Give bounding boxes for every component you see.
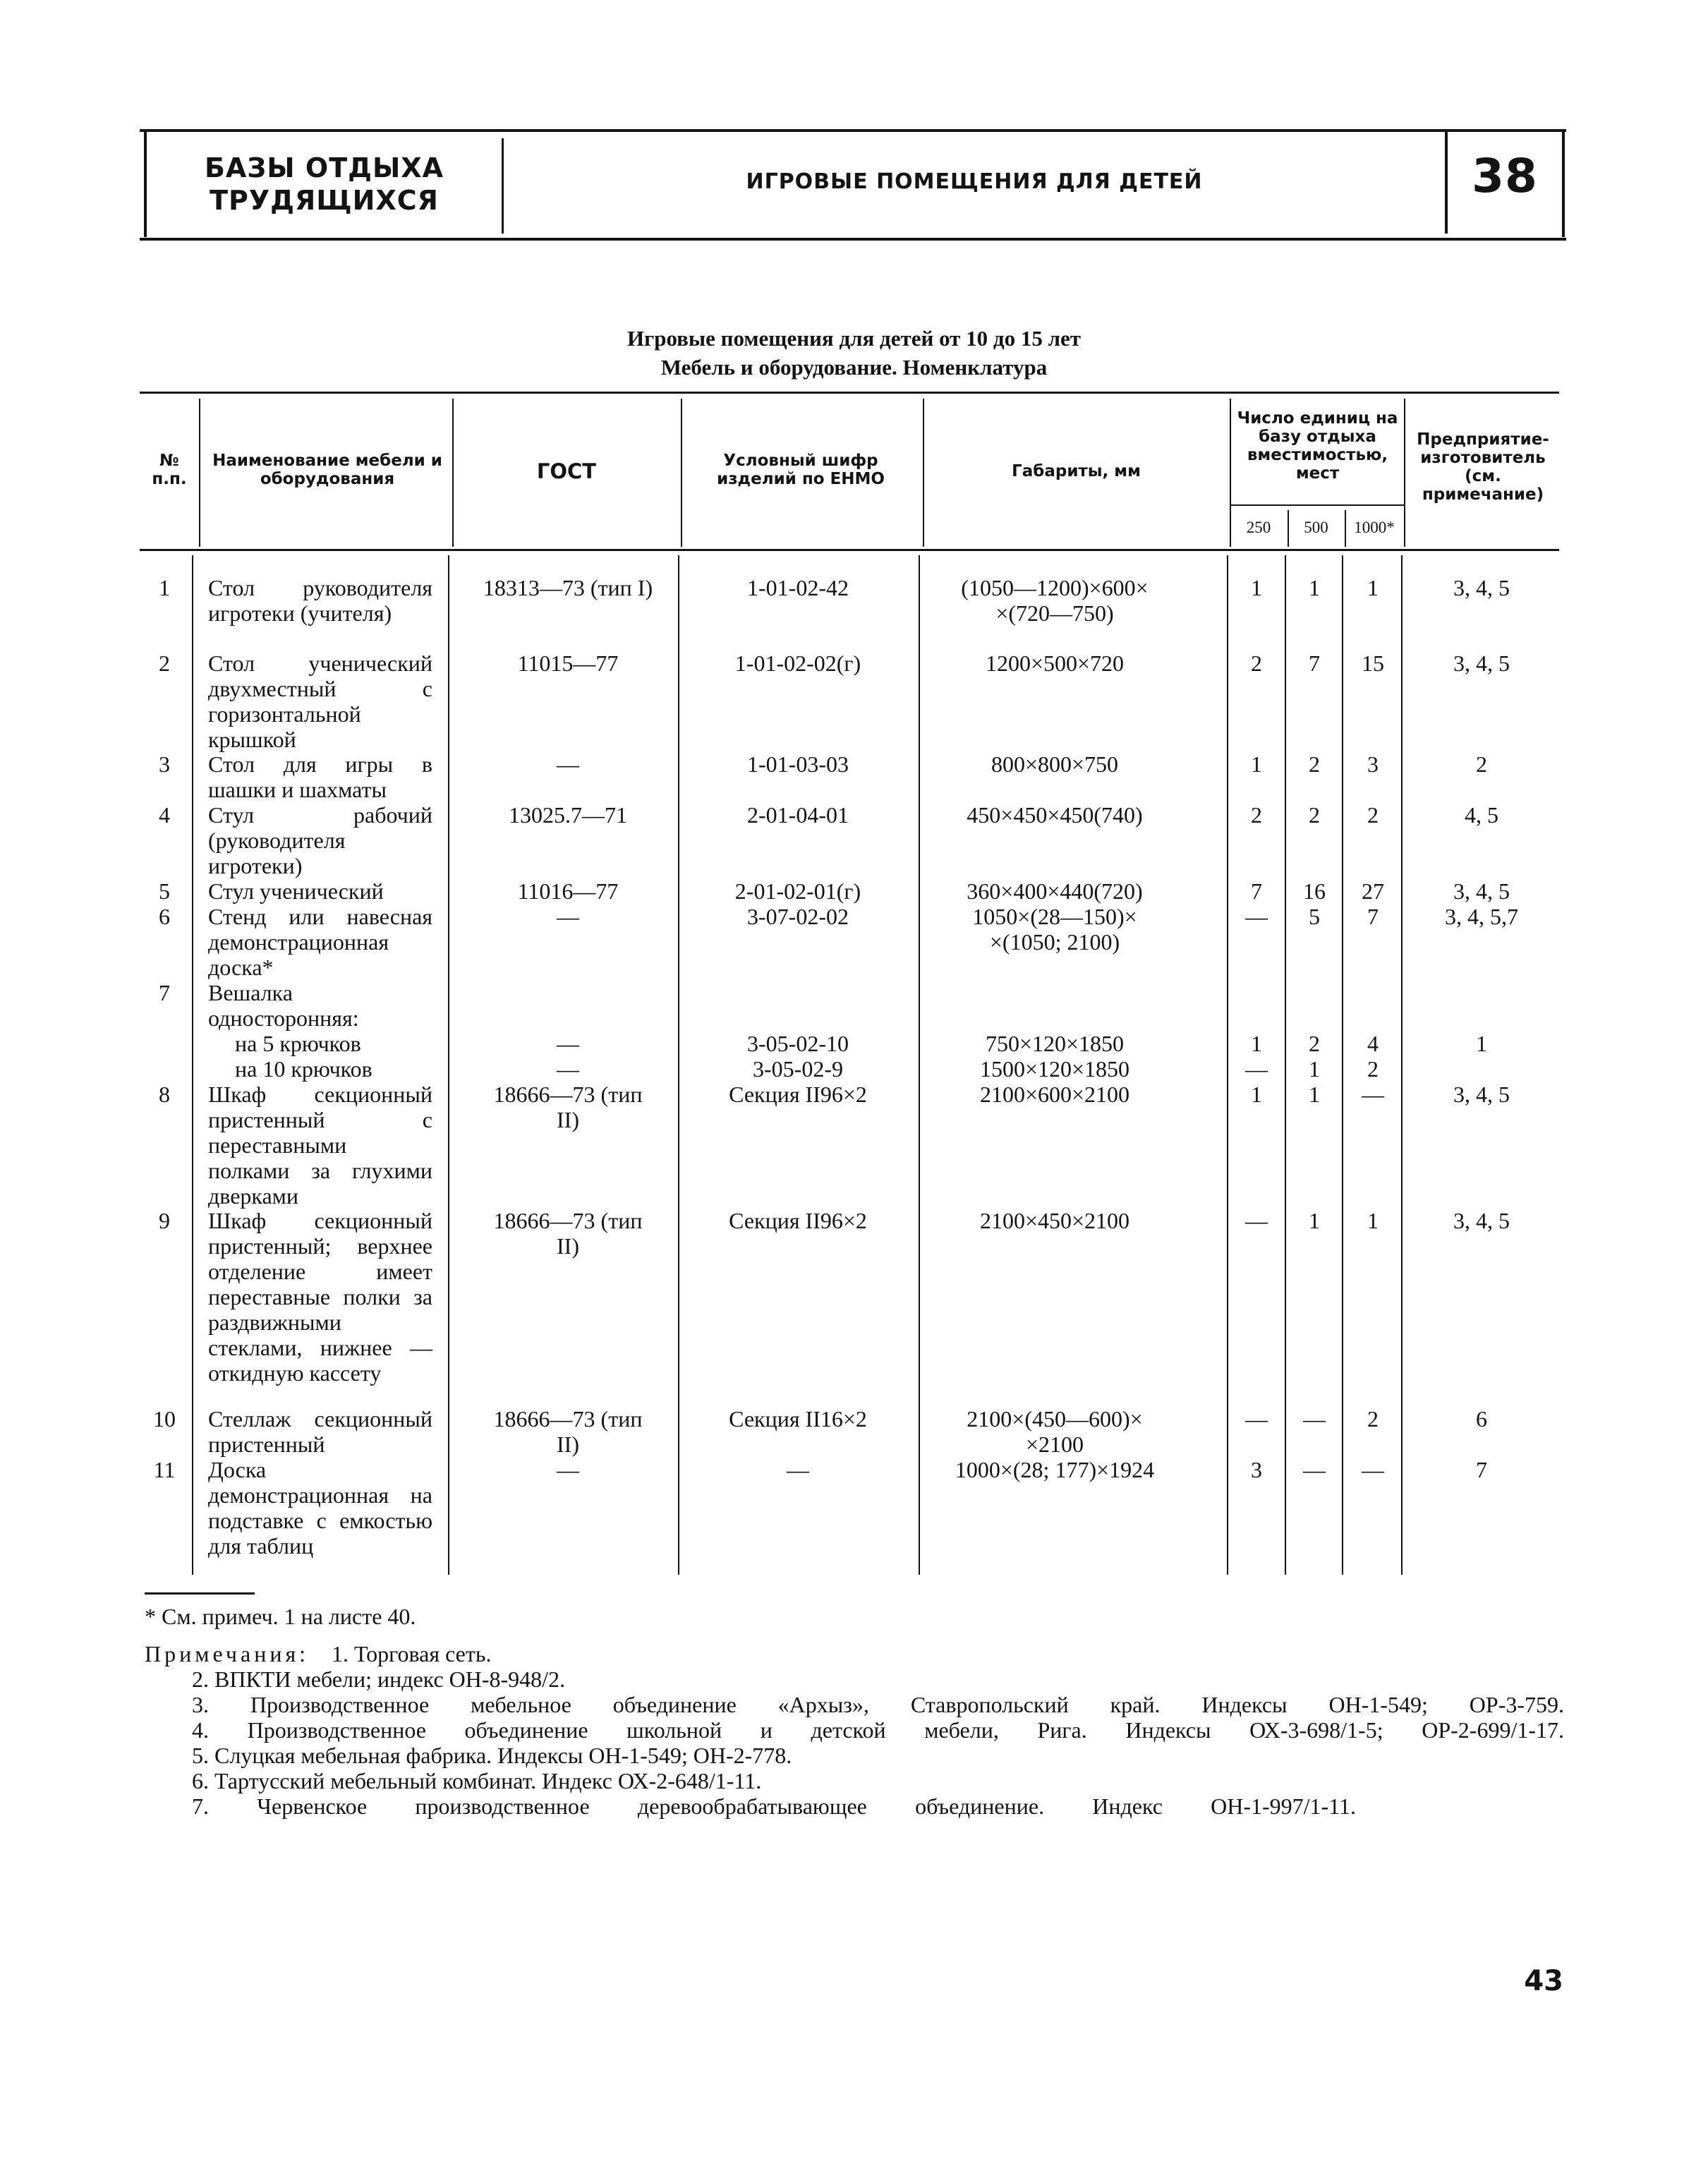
row-gost: 11016—77: [517, 878, 619, 904]
col-header-250: 250: [1246, 519, 1271, 536]
row-q250: 1: [1251, 575, 1262, 600]
row-q1000: 1: [1367, 575, 1379, 600]
row-q500: 7: [1309, 651, 1320, 676]
row-code: —: [787, 1457, 809, 1482]
row-dims: 2100×450×2100: [979, 1208, 1130, 1233]
row-q500: 2: [1309, 802, 1320, 828]
row-num: 1: [159, 575, 170, 600]
row-dims: 1500×120×1850: [979, 1056, 1130, 1082]
page-number: 43: [1524, 1965, 1563, 1997]
row-name: Стул рабочий (руководителя игротеки): [208, 802, 432, 878]
col-header-maker: Предприятие-изготовитель (см. примечание): [1417, 430, 1549, 504]
table-title-line2: Мебель и оборудование. Номенклатура: [660, 355, 1048, 380]
row-name: на 5 крючков: [235, 1031, 361, 1056]
sheet-number: 38: [1472, 149, 1538, 203]
subject-title: ИГРОВЫЕ ПОМЕЩЕНИЯ ДЛЯ ДЕТЕЙ: [746, 169, 1203, 194]
col-header-code: Условный шифр изделий по ЕНМО: [717, 452, 885, 488]
row-q500: 2: [1309, 751, 1320, 777]
row-dims: 1200×500×720: [985, 651, 1125, 676]
note-item: 3. Производственное мебельное объединение «Архыз», Ставропольский край. Индексы ОН-1-549; ОР-3-759.: [192, 1692, 1564, 1717]
row-num: 3: [159, 751, 170, 777]
row-name: Стол ученический двухместный с горизонтальной крышкой: [208, 651, 432, 752]
row-q1000: 2: [1367, 802, 1379, 828]
row-q1000: 1: [1367, 1208, 1379, 1233]
row-name: Стол руководителя игротеки (учителя): [208, 575, 432, 626]
row-gost: —: [557, 751, 579, 777]
row-q1000: 2: [1367, 1056, 1379, 1082]
table-title-line1: Игровые помещения для детей от 10 до 15 лет: [627, 326, 1081, 351]
row-q1000: 7: [1367, 904, 1379, 929]
row-q250: —: [1245, 1056, 1268, 1082]
row-gost: 18666—73 (тип II): [493, 1208, 643, 1259]
row-maker: 2: [1476, 751, 1487, 777]
note-item: 1. Торговая сеть.: [332, 1641, 492, 1666]
row-name: Стенд или навесная демонстрационная доска*: [208, 904, 432, 980]
note-item: 2. ВПКТИ мебели; индекс ОН-8-948/2.: [192, 1666, 566, 1692]
row-num: 11: [153, 1457, 176, 1482]
row-dims: 2100×(450—600)× ×2100: [967, 1406, 1143, 1457]
row-gost: 11015—77: [517, 651, 619, 676]
row-num: 7: [159, 980, 170, 1005]
col-header-gost: ГОСТ: [536, 459, 597, 483]
row-name: Стеллаж секционный пристенный: [208, 1406, 432, 1457]
row-q250: 1: [1251, 1082, 1262, 1107]
col-header-1000: 1000*: [1354, 519, 1395, 536]
row-q500: 1: [1309, 1056, 1320, 1082]
row-code: 3-05-02-10: [747, 1031, 849, 1056]
row-code: 1-01-02-02(г): [734, 651, 861, 676]
row-dims: (1050—1200)×600× ×(720—750): [961, 575, 1149, 626]
footnote-rule: [145, 1592, 255, 1595]
row-code: 3-05-02-9: [753, 1056, 843, 1082]
row-q1000: —: [1362, 1457, 1384, 1482]
row-q1000: —: [1362, 1082, 1384, 1107]
row-q500: 5: [1309, 904, 1320, 929]
row-maker: 7: [1476, 1457, 1487, 1482]
row-num: 9: [159, 1208, 170, 1233]
row-dims: 450×450×450(740): [967, 802, 1143, 828]
row-q250: 2: [1251, 802, 1262, 828]
row-q250: —: [1245, 904, 1268, 929]
row-q250: —: [1245, 1406, 1268, 1432]
footnote: * См. примеч. 1 на листе 40.: [145, 1604, 416, 1629]
row-dims: 1050×(28—150)× ×(1050; 2100): [972, 904, 1137, 955]
row-q500: 1: [1309, 575, 1320, 600]
row-q500: 2: [1309, 1031, 1320, 1056]
col-header-500: 500: [1304, 519, 1328, 536]
row-dims: 750×120×1850: [985, 1031, 1125, 1056]
row-num: 2: [159, 651, 170, 676]
row-maker: 3, 4, 5: [1453, 651, 1510, 676]
col-header-dims: Габариты, мм: [1012, 462, 1141, 480]
col-header-num: № п.п.: [152, 452, 187, 488]
row-q1000: 27: [1362, 878, 1384, 904]
section-title-line1: БАЗЫ ОТДЫХА: [204, 152, 444, 183]
row-num: 10: [153, 1406, 176, 1432]
row-code: 1-01-03-03: [747, 751, 849, 777]
col-header-name: Наименование мебели и оборудования: [212, 452, 442, 488]
row-name: Стул ученический: [208, 878, 384, 904]
section-title-line2: ТРУДЯЩИХСЯ: [210, 185, 439, 216]
row-maker: 3, 4, 5: [1453, 1082, 1510, 1107]
row-name: Доска демонстрационная на подставке с емкостью для таблиц: [208, 1457, 432, 1559]
row-q250: 1: [1251, 1031, 1262, 1056]
row-gost: 18666—73 (тип II): [493, 1082, 643, 1132]
row-q250: 1: [1251, 751, 1262, 777]
row-q250: 2: [1251, 651, 1262, 676]
row-q1000: 4: [1367, 1031, 1379, 1056]
row-code: 1-01-02-42: [747, 575, 849, 600]
row-gost: —: [557, 1457, 579, 1482]
row-q500: 16: [1303, 878, 1326, 904]
row-q500: 1: [1309, 1208, 1320, 1233]
row-name: Шкаф секционный пристенный; верхнее отделение имеет переставные полки за раздвижными стеклами, нижнее — откидную кассету: [208, 1208, 432, 1386]
note-item: 7. Червенское производственное деревообрабатывающее объединение. Индекс ОН-1-997/1-11.: [192, 1793, 1356, 1819]
row-maker: 3, 4, 5: [1453, 1208, 1510, 1233]
row-q250: 7: [1251, 878, 1262, 904]
row-maker: 3, 4, 5: [1453, 575, 1510, 600]
row-maker: 6: [1476, 1406, 1487, 1432]
note-item: 6. Тартусский мебельный комбинат. Индекс ОХ-2-648/1-11.: [192, 1768, 762, 1793]
row-name: Шкаф секционный пристенный с переставными полками за глухими дверками: [208, 1082, 432, 1209]
row-num: 4: [159, 802, 170, 828]
row-q1000: 3: [1367, 751, 1379, 777]
row-q1000: 2: [1367, 1406, 1379, 1432]
row-q500: —: [1303, 1406, 1326, 1432]
row-gost: —: [557, 904, 579, 929]
row-gost: —: [557, 1056, 579, 1082]
row-maker: 3, 4, 5: [1453, 878, 1510, 904]
row-name: Стол для игры в шашки и шахматы: [208, 751, 432, 802]
col-header-units: Число единиц на базу отдыха вместимостью, мест: [1237, 409, 1398, 483]
note-item: 4. Производственное объединение школьной и детской мебели, Рига. Индексы ОХ-3-698/1-5; ОР-2-699/1-17.: [192, 1717, 1564, 1743]
row-gost: 18666—73 (тип II): [493, 1406, 643, 1457]
row-dims: 360×400×440(720): [967, 878, 1143, 904]
row-dims: 800×800×750: [991, 751, 1119, 777]
row-q500: 1: [1309, 1082, 1320, 1107]
row-dims: 1000×(28; 177)×1924: [955, 1457, 1155, 1482]
row-q500: —: [1303, 1457, 1326, 1482]
row-name: на 10 крючков: [235, 1056, 373, 1082]
row-dims: 2100×600×2100: [979, 1082, 1130, 1107]
section-title: [147, 152, 502, 217]
row-num: 5: [159, 878, 170, 904]
row-code: 2-01-04-01: [747, 802, 849, 828]
row-code: Секция II96×2: [729, 1208, 867, 1233]
notes-heading: Примечания:: [145, 1641, 310, 1666]
row-gost: 13025.7—71: [509, 802, 627, 828]
row-q250: —: [1245, 1208, 1268, 1233]
row-code: 2-01-02-01(г): [734, 878, 861, 904]
row-num: 6: [159, 904, 170, 929]
row-num: 8: [159, 1082, 170, 1107]
row-maker: 3, 4, 5,7: [1445, 904, 1518, 929]
row-code: Секция II16×2: [729, 1406, 867, 1432]
row-maker: 4, 5: [1465, 802, 1498, 828]
note-item: 5. Слуцкая мебельная фабрика. Индексы ОН-1-549; ОН-2-778.: [192, 1743, 792, 1768]
row-code: Секция II96×2: [729, 1082, 867, 1107]
row-q250: 3: [1251, 1457, 1262, 1482]
row-gost: 18313—73 (тип I): [483, 575, 653, 600]
row-name: Вешалка односторонняя:: [208, 980, 359, 1031]
row-q1000: 15: [1362, 651, 1384, 676]
row-maker: 1: [1476, 1031, 1487, 1056]
row-code: 3-07-02-02: [747, 904, 849, 929]
row-gost: —: [557, 1031, 579, 1056]
